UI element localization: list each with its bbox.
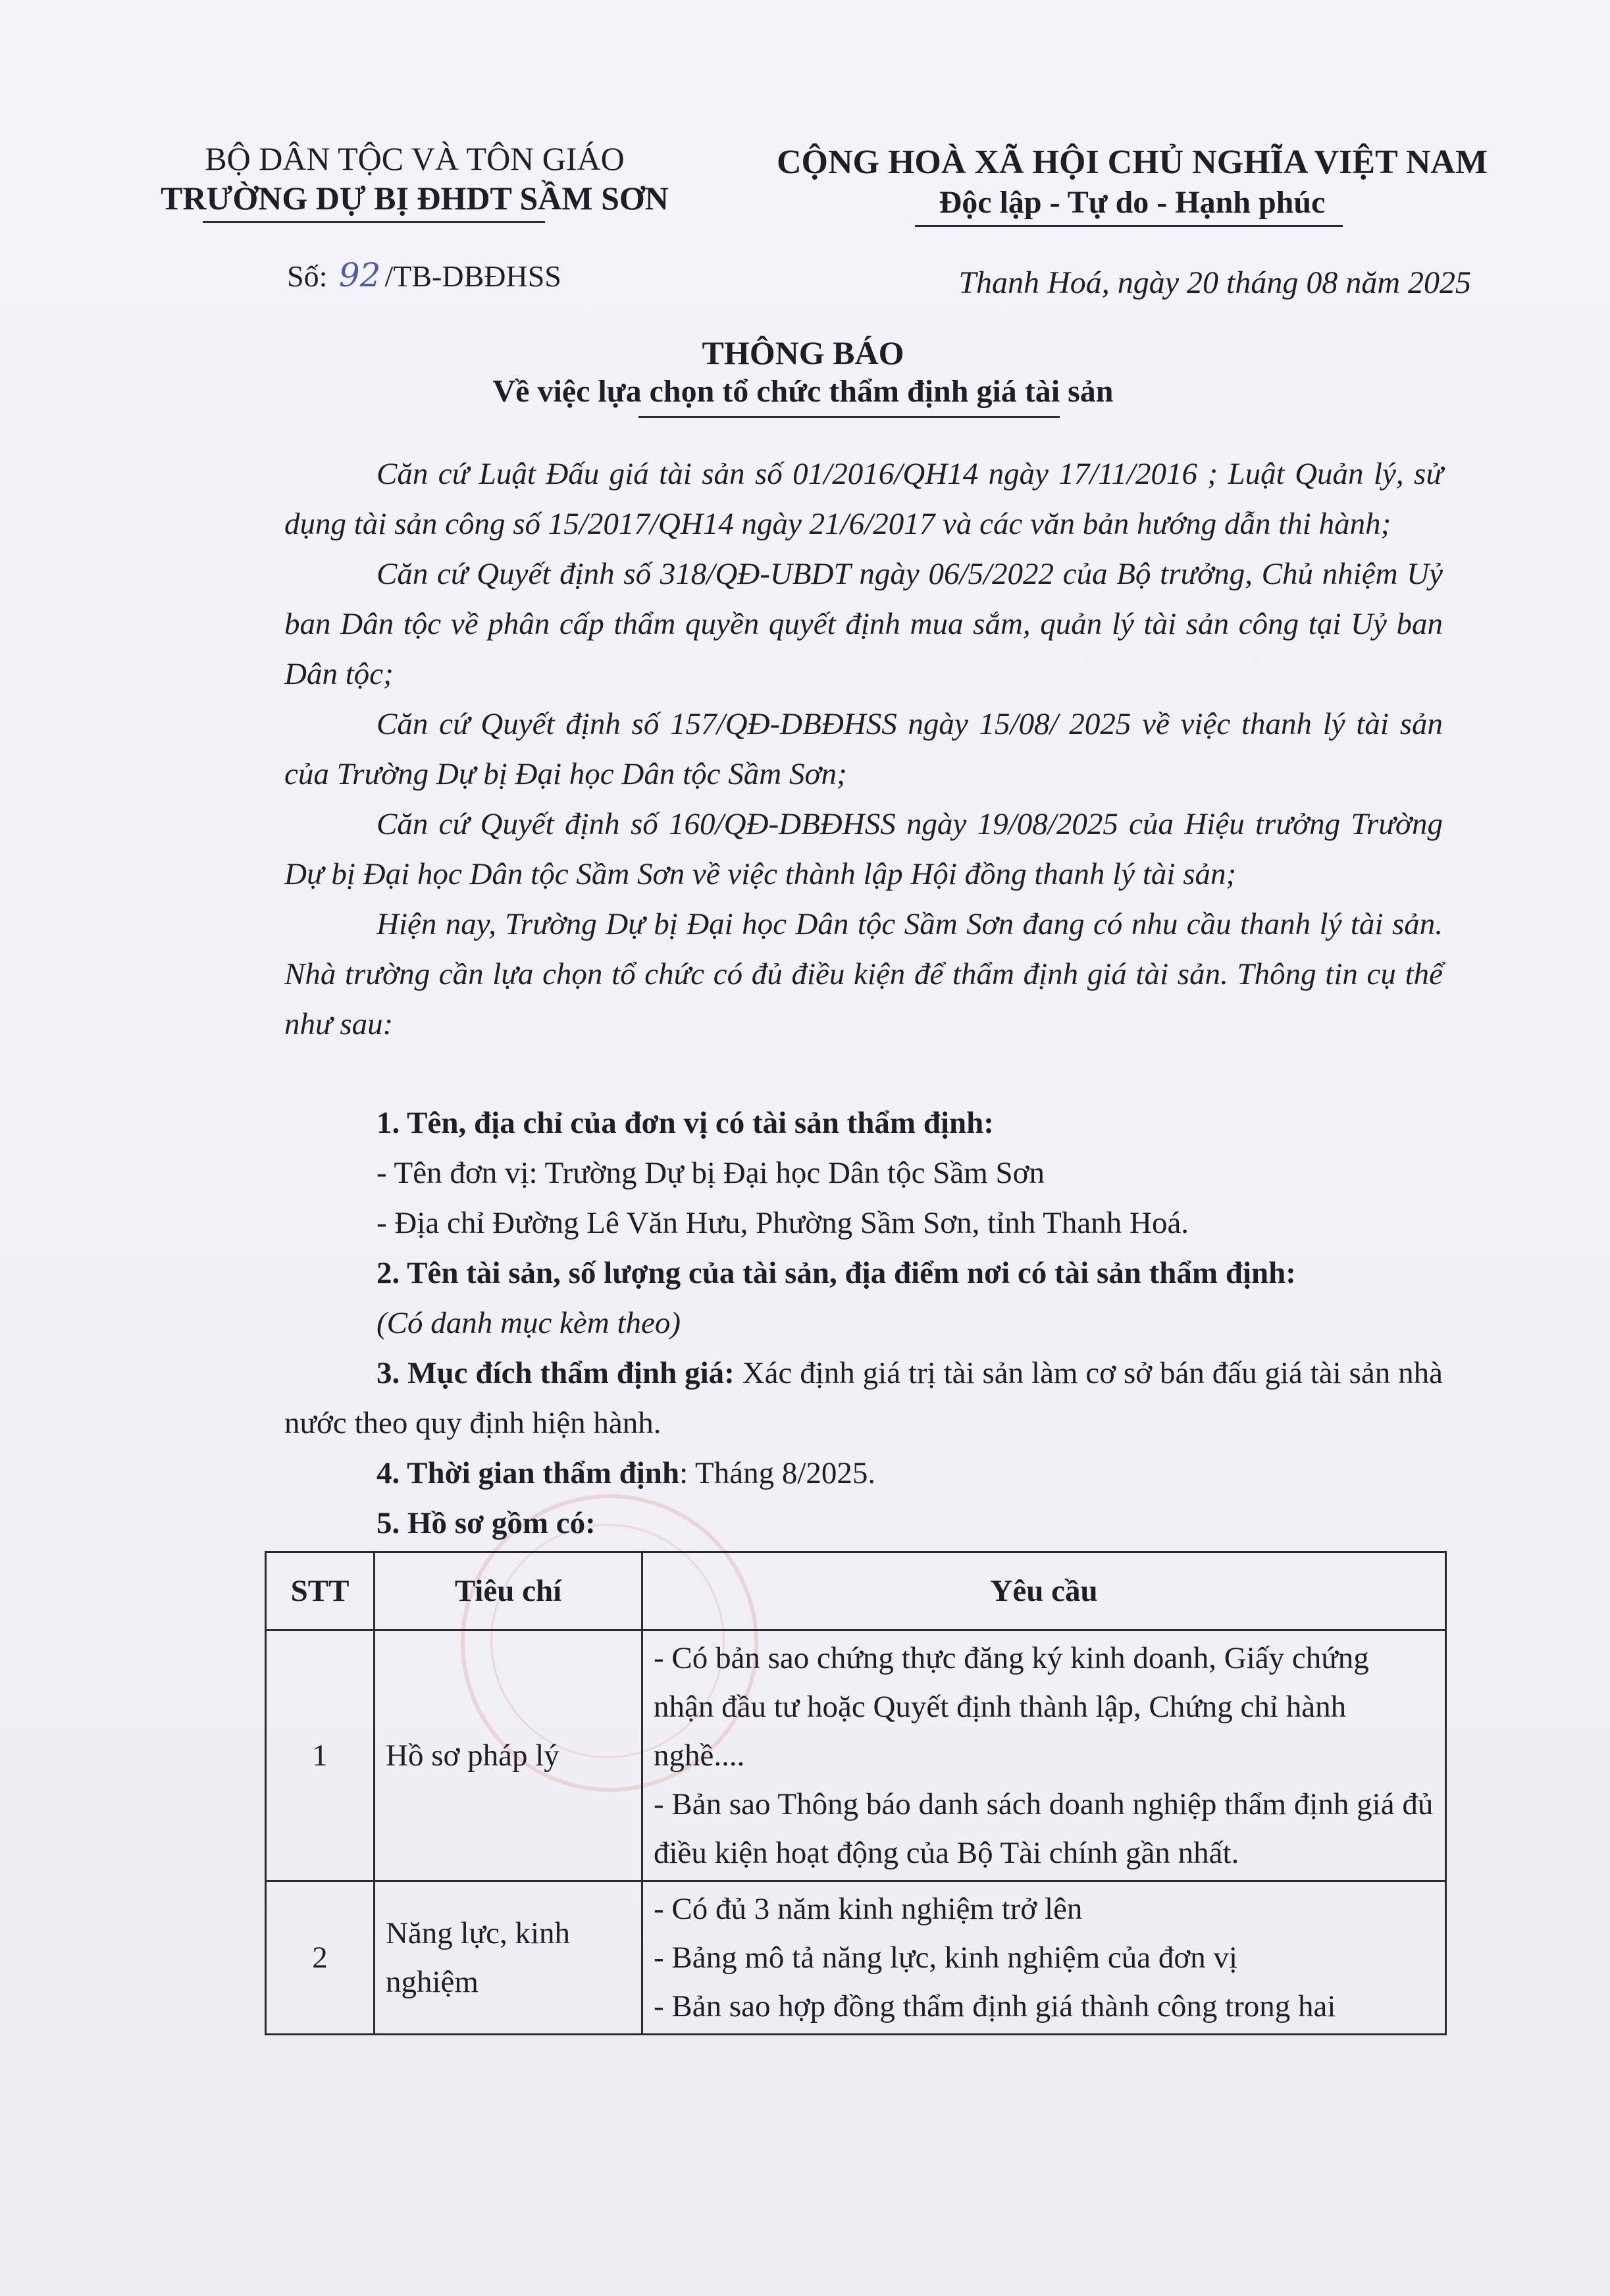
preamble-paragraph: Hiện nay, Trường Dự bị Đại học Dân tộc Sầm Sơn đang có nhu cầu thanh lý tài sản. Nhà trường cần lựa chọn tổ chức có đủ điều kiện để thẩm định giá tài sản. Thông tin cụ thể như sau: xyxy=(284,907,1443,1041)
header-criterion: Tiêu chí xyxy=(375,1552,642,1631)
requirement-item: - Có bản sao chứng thực đăng ký kinh doanh, Giấy chứng nhận đầu tư hoặc Quyết định thành lập, Chứng chỉ hành nghề.... xyxy=(654,1641,1369,1773)
row-criterion: Hồ sơ pháp lý xyxy=(375,1631,642,1881)
requirement-item: - Có đủ 3 năm kinh nghiệm trở lên xyxy=(654,1892,1083,1926)
requirement-item: - Bản sao hợp đồng thẩm định giá thành công trong hai xyxy=(654,1989,1336,2023)
preamble-paragraph: Căn cứ Quyết định số 160/QĐ-DBĐHSS ngày 19/08/2025 của Hiệu trưởng Trường Dự bị Đại học Dân tộc Sầm Sơn về việc thành lập Hội đồng thanh lý tài sản; xyxy=(284,807,1443,891)
section-1-address: - Địa chỉ Đường Lê Văn Hưu, Phường Sầm Sơn, tỉnh Thanh Hoá. xyxy=(377,1206,1189,1240)
preamble-paragraph: Căn cứ Luật Đấu giá tài sản số 01/2016/QH14 ngày 17/11/2016 ; Luật Quản lý, sử dụng tài sản công số 15/2017/QH14 ngày 21/6/2017 và các văn bản hướng dẫn thi hành; xyxy=(284,457,1443,541)
place-and-date: Thanh Hoá, ngày 20 tháng 08 năm 2025 xyxy=(958,265,1471,300)
national-motto: Độc lập - Tự do - Hạnh phúc xyxy=(939,185,1326,220)
nation-title: CỘNG HOÀ XÃ HỘI CHỦ NGHĨA VIỆT NAM xyxy=(776,144,1488,181)
section-4-heading: 4. Thời gian thẩm định xyxy=(377,1456,680,1490)
row-criterion: Năng lực, kinh nghiệm xyxy=(375,1881,642,2035)
ministry-name: BỘ DÂN TỘC VÀ TÔN GIÁO xyxy=(205,140,625,177)
section-5-heading: 5. Hồ sơ gồm có: xyxy=(377,1506,596,1540)
school-name: TRƯỜNG DỰ BỊ ĐHDT SẦM SƠN xyxy=(161,180,669,217)
section-3-text: Xác định giá trị tài sản làm cơ sở bán đấu giá tài sản nhà nước theo quy định hiện hành. xyxy=(284,1356,1443,1440)
requirement-item: - Bảng mô tả năng lực, kinh nghiệm của đơn vị xyxy=(654,1941,1238,1975)
table-row xyxy=(266,1881,1446,2035)
requirements-table xyxy=(265,1551,1447,2035)
section-3-heading: 3. Mục đích thẩm định giá: xyxy=(377,1356,735,1390)
document-number-label: Số: xyxy=(287,259,328,293)
table-row xyxy=(266,1631,1446,1881)
row-stt: 1 xyxy=(266,1631,375,1881)
preamble xyxy=(284,449,1443,1049)
school-name-underline xyxy=(203,221,545,223)
section-4 xyxy=(284,1448,1443,1498)
section-3 xyxy=(284,1348,1443,1448)
row-requirements xyxy=(642,1631,1446,1881)
header-stt: STT xyxy=(266,1552,375,1631)
notice-subtitle: Về việc lựa chọn tổ chức thẩm định giá tài sản xyxy=(492,374,1114,409)
section-1-heading: 1. Tên, địa chỉ của đơn vị có tài sản thẩm định: xyxy=(377,1106,994,1140)
row-requirements xyxy=(642,1881,1446,2035)
requirement-item: - Bản sao Thông báo danh sách doanh nghiệp thẩm định giá đủ điều kiện hoạt động của Bộ Tài chính gần nhất. xyxy=(654,1787,1434,1870)
preamble-paragraph: Căn cứ Quyết định số 157/QĐ-DBĐHSS ngày 15/08/ 2025 về việc thanh lý tài sản của Trường Dự bị Đại học Dân tộc Sầm Sơn; xyxy=(284,707,1443,791)
subtitle-underline xyxy=(638,416,1060,418)
document-number-suffix: /TB-DBĐHSS xyxy=(384,259,561,293)
section-4-text: : Tháng 8/2025. xyxy=(679,1456,876,1490)
header-requirements: Yêu cầu xyxy=(642,1552,1446,1631)
motto-underline xyxy=(915,225,1343,227)
section-1-unit-name: - Tên đơn vị: Trường Dự bị Đại học Dân tộc Sầm Sơn xyxy=(377,1156,1045,1190)
section-2-heading: 2. Tên tài sản, số lượng của tài sản, địa điểm nơi có tài sản thẩm định: xyxy=(377,1256,1296,1290)
row-stt: 2 xyxy=(266,1881,375,2035)
sections xyxy=(284,1098,1443,1548)
table-header-row xyxy=(266,1552,1446,1631)
preamble-paragraph: Căn cứ Quyết định số 318/QĐ-UBDT ngày 06/5/2022 của Bộ trưởng, Chủ nhiệm Uỷ ban Dân tộc về phân cấp thẩm quyền quyết định mua sắm, quản lý tài sản công tại Uỷ ban Dân tộc; xyxy=(284,557,1443,691)
document-number xyxy=(287,255,561,296)
notice-title: THÔNG BÁO xyxy=(702,334,904,371)
document-number-handwritten: 92 xyxy=(338,256,381,294)
section-2-note: (Có danh mục kèm theo) xyxy=(377,1306,681,1340)
